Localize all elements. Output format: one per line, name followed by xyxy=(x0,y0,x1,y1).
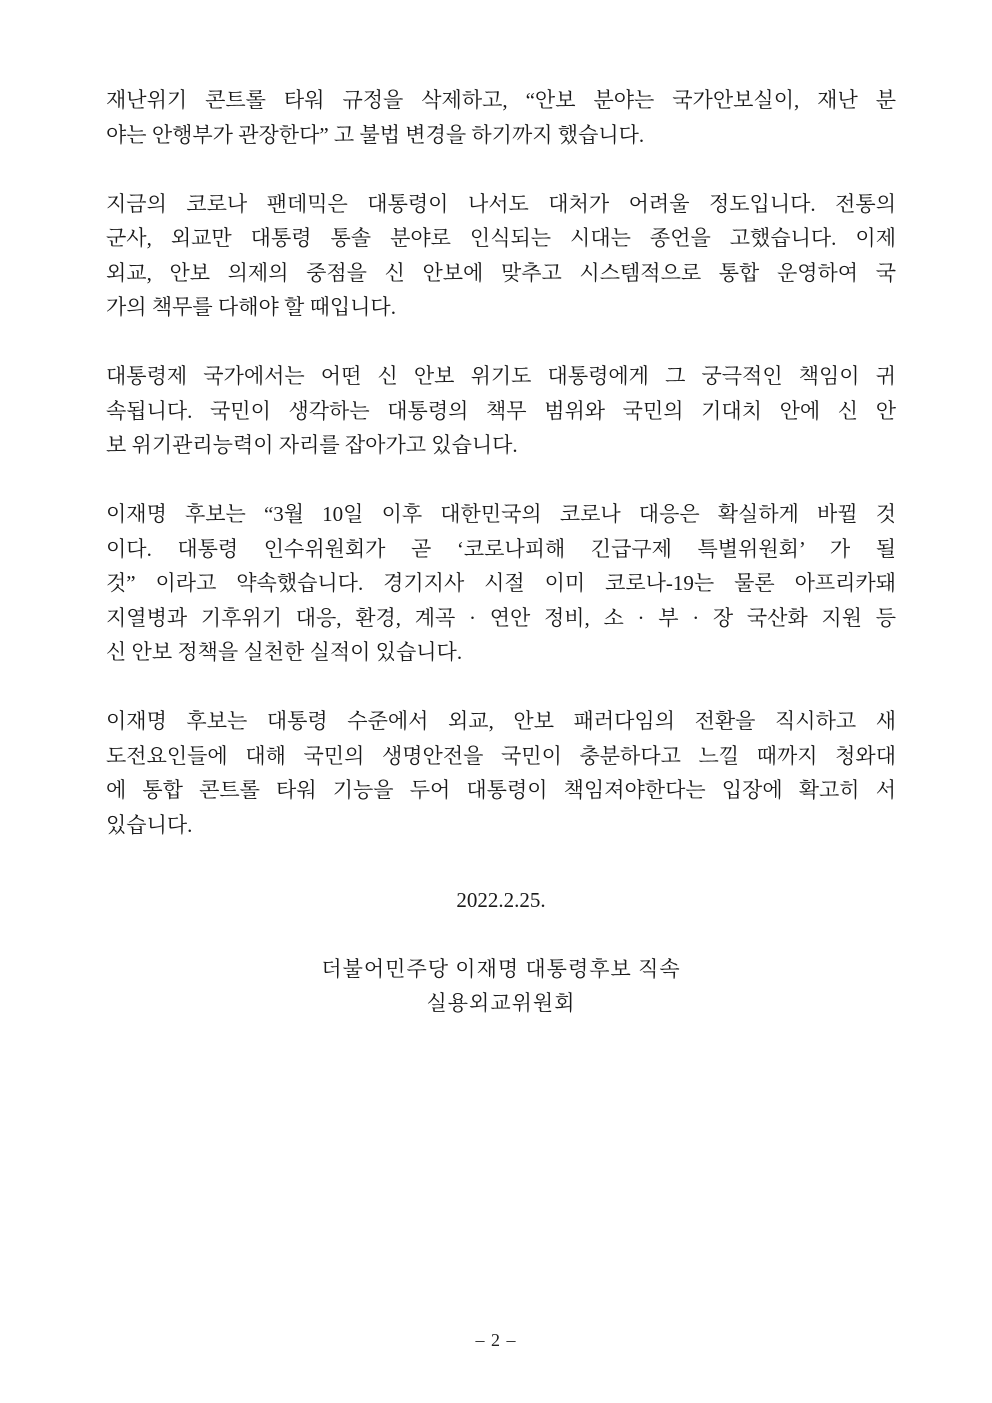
paragraph xyxy=(106,704,896,842)
paragraph xyxy=(106,83,896,152)
signature-line: 실용외교위원회 xyxy=(426,991,576,1015)
paragraph-line: 에 통합 콘트롤 타워 기능을 두어 대통령이 책임져야한다는 입장에 확고히 서 xyxy=(106,778,896,802)
paragraph-line: 지열병과 기후위기 대응, 환경, 계곡 · 연안 정비, 소 · 부 · 장 국산화 지원 등 xyxy=(106,605,896,630)
paragraph-line: 가의 책무를 다해야 할 때입니다. xyxy=(106,295,396,319)
paragraph-line: 대통령제 국가에서는 어떤 신 안보 위기도 대통령에게 그 궁극적인 책임이 귀 xyxy=(106,364,896,388)
paragraph xyxy=(106,497,896,670)
paragraph-line: 것” 이라고 약속했습니다. 경기지사 시절 이미 코로나-19는 물론 아프리카돼 xyxy=(106,571,896,595)
paragraph-line: 이다. 대통령 인수위원회가 곧 ‘코로나피해 긴급구제 특별위원회’ 가 될 xyxy=(106,536,896,561)
document-date: 2022.2.25. xyxy=(456,888,546,912)
paragraph-line: 군사, 외교만 대통령 통솔 분야로 인식되는 시대는 종언을 고했습니다. 이제 xyxy=(106,226,896,250)
signature-block xyxy=(106,952,896,1021)
paragraph-line: 도전요인들에 대해 국민의 생명안전을 국민이 충분하다고 느낄 때까지 청와대 xyxy=(106,743,896,768)
paragraph-line: 있습니다. xyxy=(106,812,193,837)
signature-line: 더불어민주당 이재명 대통령후보 직속 xyxy=(321,956,681,981)
paragraph xyxy=(106,187,896,325)
document-body xyxy=(106,83,896,842)
paragraph-line: 이재명 후보는 대통령 수준에서 외교, 안보 패러다임의 전환을 직시하고 새 xyxy=(106,709,896,733)
paragraph-line: 속됩니다. 국민이 생각하는 대통령의 책무 범위와 국민의 기대치 안에 신 안 xyxy=(106,398,896,423)
paragraph-line: 지금의 코로나 팬데믹은 대통령이 나서도 대처가 어려울 정도입니다. 전통의 xyxy=(106,191,896,216)
document-content xyxy=(106,83,896,1021)
paragraph-line: 보 위기관리능력이 자리를 잡아가고 있습니다. xyxy=(106,433,518,457)
paragraph xyxy=(106,359,896,463)
paragraph-line: 이재명 후보는 “3월 10일 이후 대한민국의 코로나 대응은 확실하게 바뀔 것 xyxy=(106,502,896,526)
page-number: – 2 – xyxy=(475,1330,517,1350)
paragraph-line: 신 안보 정책을 실천한 실적이 있습니다. xyxy=(106,640,463,664)
paragraph-line: 야는 안행부가 관장한다” 고 불법 변경을 하기까지 했습니다. xyxy=(106,122,645,147)
paragraph-line: 재난위기 콘트롤 타워 규정을 삭제하고, “안보 분야는 국가안보실이, 재난 분 xyxy=(106,88,896,112)
paragraph-line: 외교, 안보 의제의 중점을 신 안보에 맞추고 시스템적으로 통합 운영하여 국 xyxy=(106,260,896,285)
